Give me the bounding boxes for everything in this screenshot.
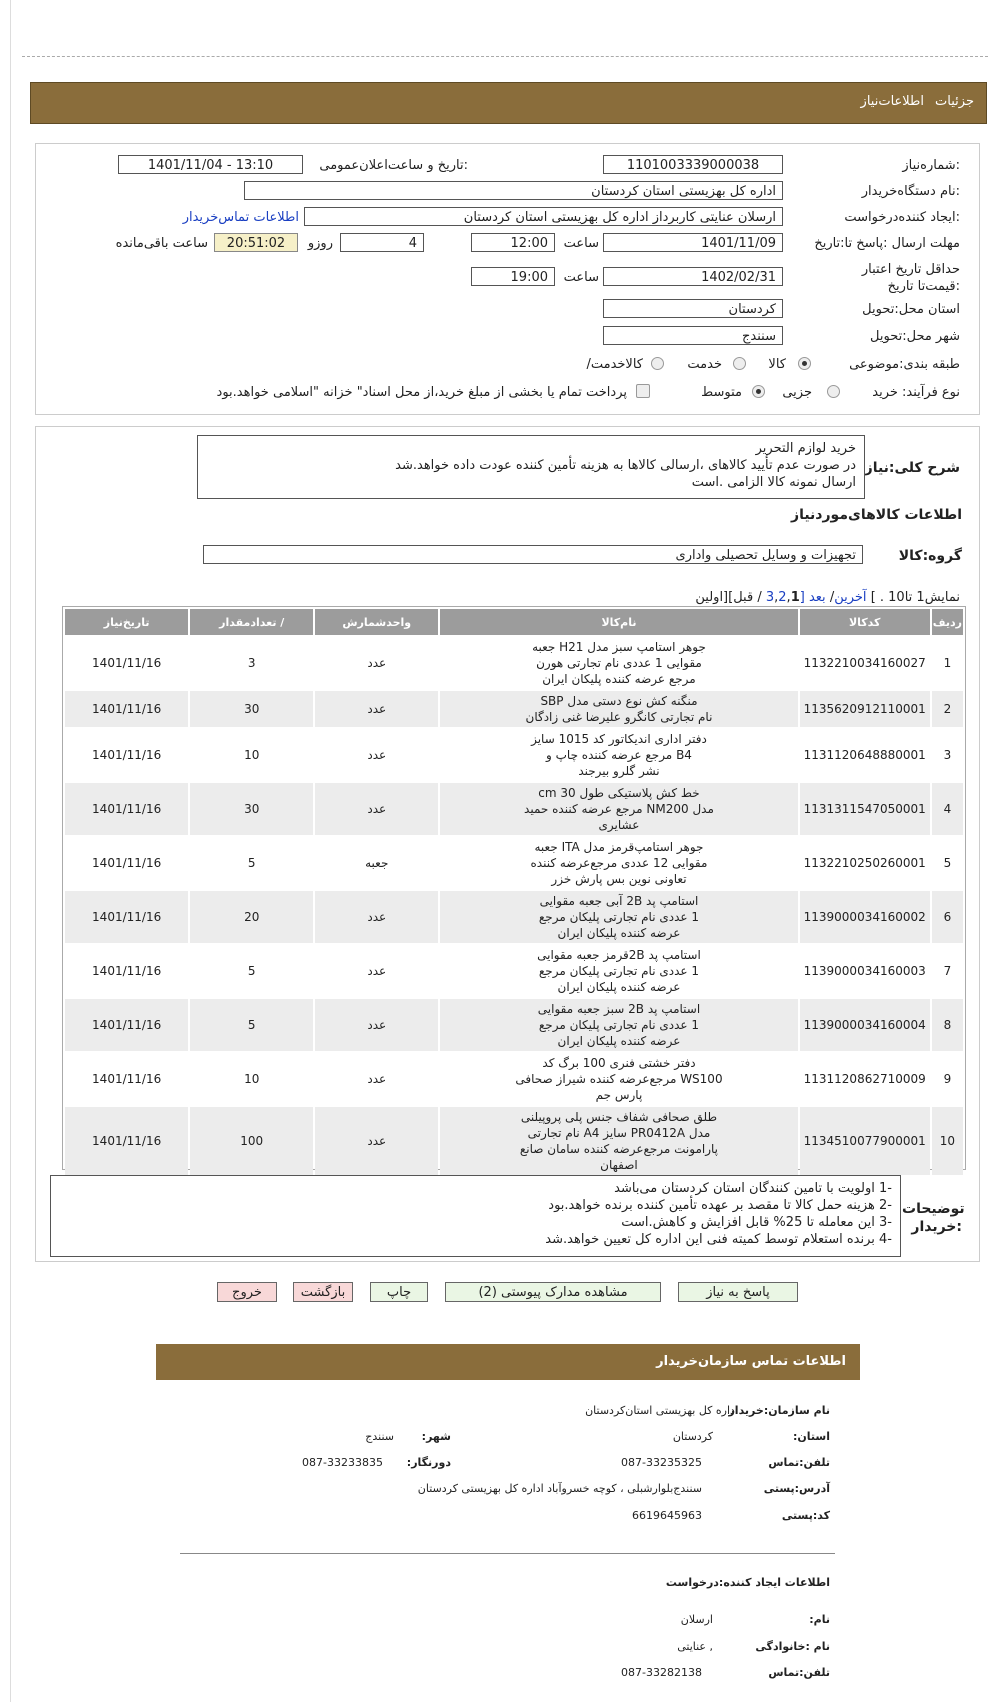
goods-unit: عدد (315, 637, 438, 689)
goods-qty: 10 (190, 729, 313, 781)
goods-qty: 5 (190, 999, 313, 1051)
col-qty: / تعدادمقدار (190, 609, 313, 635)
goods-code: 1139000034160002 (800, 891, 930, 943)
validity-time-field: 19:00 (471, 267, 555, 286)
buyer-notes-label-text: توضیحات :خریدار (902, 1201, 965, 1235)
creator-name: ارسلان (680, 1613, 713, 1626)
pagination-page-3[interactable]: [3 (765, 590, 805, 605)
goods-name-line: جوهر استامپ‌قرمز مدل ITA جعبه (534, 840, 704, 854)
row-number: 6 (932, 891, 963, 943)
goods-qty: 30 (190, 783, 313, 835)
print-button[interactable]: چاپ (370, 1282, 428, 1302)
creator-phone: 087-33282138 (621, 1666, 702, 1679)
buyer-notes-label (902, 1200, 965, 1236)
goods-name (440, 891, 797, 943)
contact-org-label: نام سازمان:خریدار (728, 1404, 830, 1417)
validity-label (860, 261, 960, 295)
goods-unit: عدد (315, 999, 438, 1051)
need-date: 1401/11/16 (65, 1107, 188, 1175)
goods-name-line: خط کش پلاستیکی طول 30 cm (538, 786, 700, 800)
goods-name (440, 729, 797, 781)
goods-qty: 5 (190, 837, 313, 889)
goods-name-line: WS100 مرجع‌عرضه کننده شیراز صحافی (515, 1072, 723, 1086)
goods-name-line: B4 مرجع عرضه کننده چاپ و (546, 748, 692, 762)
contact-divider (180, 1553, 835, 1554)
need-date: 1401/11/16 (65, 945, 188, 997)
row-number: 7 (932, 945, 963, 997)
contact-fax: 087-33233835 (302, 1456, 383, 1469)
table-row (65, 945, 963, 997)
category-goods-service-label: /کالاخدمت (586, 357, 643, 372)
creator-name-label: :نام (809, 1613, 830, 1626)
note-line: -2 هزینه حمل کالا تا مقصد بر عهده تأمین کننده برنده خواهد.بود (548, 1198, 892, 1213)
tab-need-info[interactable]: اطلاعات‌نیاز (860, 94, 924, 109)
col-row: ردیف (932, 609, 963, 635)
goods-table (62, 606, 966, 1170)
goods-unit: عدد (315, 891, 438, 943)
process-label: نوع فرآیند: خرید (872, 385, 960, 400)
goods-code: 1139000034160003 (800, 945, 930, 997)
goods-name (440, 999, 797, 1051)
table-row (65, 783, 963, 835)
goods-name-line: 1 عددی نام تجارتی پلیکان مرجع (538, 910, 700, 924)
table-row (65, 691, 963, 727)
validity-label-text: حداقل تاریخ اعتبار :قیمت‌تا تاریخ (861, 262, 960, 294)
process-partial-radio[interactable] (827, 385, 840, 398)
creator-lastname: عنایتی , (677, 1640, 713, 1653)
goods-section-title: اطلاعات کالاهای‌موردنیاز (791, 507, 962, 523)
table-row (65, 637, 963, 689)
buyer-org-label: نام دستگاه‌خریدار: (861, 184, 960, 199)
goods-name-line: عشایری (598, 818, 640, 832)
goods-name-line: مقوایی 12 عددی مرجع‌عرضه کننده (530, 856, 708, 870)
goods-name (440, 691, 797, 727)
reply-button[interactable]: پاسخ به نیاز (678, 1282, 798, 1302)
contact-phone-label: تلفن:تماس (768, 1456, 830, 1469)
goods-name-line: عرضه کننده پلیکان ایران (557, 1034, 681, 1048)
contact-city-label: :شهر (421, 1430, 451, 1443)
goods-unit: عدد (315, 729, 438, 781)
goods-name-line: پارامونت مرجع‌عرضه کننده سامان صانع (519, 1142, 719, 1156)
buyer-org-field: اداره کل بهزیستی استان کردستان (244, 181, 783, 200)
buyer-notes-box (50, 1175, 901, 1257)
row-number: 8 (932, 999, 963, 1051)
contact-title: اطلاعات تماس سازمان‌خریدار (656, 1354, 846, 1369)
description-box (197, 435, 865, 499)
goods-name-line: استامپ پد 2B آبی جعبه مقوایی (539, 894, 699, 908)
table-row (65, 1053, 963, 1105)
note-line: -4 برنده استعلام توسط کمیته فنی این اداره کل تعیین خواهد.شد (545, 1232, 892, 1247)
goods-name-line: نام تجارتی کانگرو علیرضا غنی زادگان (525, 710, 713, 724)
province-field: کردستان (603, 299, 783, 318)
goods-code: 1131120648880001 (800, 729, 930, 781)
treasury-payment-checkbox[interactable] (636, 384, 650, 398)
contact-org: اداره کل بهزیستی استان‌کردستان (585, 1404, 738, 1417)
contact-postal: 6619645963 (632, 1509, 702, 1522)
goods-code: 1131120862710009 (800, 1053, 930, 1105)
goods-code: 1132210034160027 (800, 637, 930, 689)
goods-code: 1132210250260001 (800, 837, 930, 889)
goods-unit: عدد (315, 945, 438, 997)
note-line: -3 این معامله تا 25% قابل افزایش و کاهش.است (621, 1215, 892, 1230)
goods-name (440, 783, 797, 835)
category-service-label: خدمت (687, 357, 722, 372)
table-row (65, 729, 963, 781)
days-field: 4 (340, 233, 424, 252)
goods-name-line: پارس جم (595, 1088, 643, 1102)
pagination-rest: / قبل][اولین (695, 590, 762, 605)
col-unit: واحدشمارش (315, 609, 438, 635)
contact-fax-label: :دورنگار (406, 1456, 451, 1469)
category-goods-service-radio[interactable] (651, 357, 664, 370)
goods-code: 1134510077900001 (800, 1107, 930, 1175)
goods-qty: 10 (190, 1053, 313, 1105)
pagination-next[interactable]: بعد (808, 590, 826, 605)
goods-name (440, 1107, 797, 1175)
header-tab-bar (30, 82, 987, 124)
creator-phone-label: تلفن:تماس (768, 1666, 830, 1679)
category-label: طبقه بندی:موضوعی (849, 357, 960, 372)
announce-label: تاریخ و ساعت‌اعلان‌عمومی: (319, 158, 468, 173)
goods-name-line: جوهر استامپ سبز مدل H21 جعبه (532, 640, 706, 654)
province-label: استان محل:تحویل (862, 302, 960, 317)
goods-name-line: نشر گلرو بیرجند (578, 764, 660, 778)
goods-name-line: مدل NM200 مرجع عرضه کننده حمید (524, 802, 714, 816)
goods-name-line: 1 عددی نام تجارتی پلیکان مرجع (538, 964, 700, 978)
buyer-contact-link[interactable]: اطلاعات تماس‌خریدار (182, 210, 299, 225)
treasury-payment-text: پرداخت تمام یا بخشی از مبلغ خرید،از محل اسناد" خزانه "اسلامی خواهد.بود (216, 385, 627, 400)
goods-name-line: عرضه کننده پلیکان ایران (557, 926, 681, 940)
row-number: 1 (932, 637, 963, 689)
goods-name (440, 945, 797, 997)
goods-group-field: تجهیزات و وسایل تحصیلی واداری (203, 545, 863, 564)
creator-info-title: اطلاعات ایجاد کننده:درخواست (665, 1576, 830, 1589)
category-goods-label: کالا (768, 357, 786, 372)
contact-header (156, 1344, 860, 1380)
goods-qty: 3 (190, 637, 313, 689)
row-number: 9 (932, 1053, 963, 1105)
description-line: خرید لوازم التحریر (755, 441, 856, 456)
table-row (65, 837, 963, 889)
goods-name-line: طلق صحافی شفاف جنس پلی پروپیلنی (520, 1110, 718, 1124)
goods-name-line: مدل PR0412A سایز A4 نام تجارتی (527, 1126, 711, 1140)
goods-name-line: عرضه کننده پلیکان ایران (557, 980, 681, 994)
remaining-time-field: 20:51:02 (214, 233, 298, 252)
goods-qty: 30 (190, 691, 313, 727)
process-medium-radio[interactable] (752, 385, 765, 398)
note-line: -1 اولویت با تامین کنندگان استان کردستان می‌باشد (614, 1181, 892, 1196)
pagination-prefix: نمایش1 تا10 . ] (870, 590, 960, 605)
exit-button[interactable]: خروج (217, 1282, 277, 1302)
goods-unit: عدد (315, 1107, 438, 1175)
city-label: شهر محل:تحویل (870, 329, 960, 344)
contact-address: سنندج‌بلوارشبلی ، کوچه خسروآباد اداره کل بهزیستی کردستان (417, 1482, 702, 1495)
row-number: 10 (932, 1107, 963, 1175)
goods-name-line: استامپ پد 2B سبز جعبه مقوایی (537, 1002, 701, 1016)
goods-qty: 20 (190, 891, 313, 943)
deadline-date-field: 1401/11/09 (603, 233, 783, 252)
validity-date-field: 1402/02/31 (603, 267, 783, 286)
page-left-border (10, 0, 11, 1702)
contact-province-label: :استان (792, 1430, 830, 1443)
category-goods-radio[interactable] (798, 357, 811, 370)
validity-time-label: ساعت (563, 270, 599, 285)
contact-postal-label: کد:پستی (781, 1509, 830, 1522)
col-code: کدکالا (800, 609, 930, 635)
need-date: 1401/11/16 (65, 891, 188, 943)
view-attachments-button[interactable]: مشاهده مدارک پیوستی (2) (445, 1282, 661, 1302)
goods-code: 1135620912110001 (800, 691, 930, 727)
need-number-label: شماره‌نیاز: (902, 158, 960, 173)
description-label: شرح کلی:نیاز (864, 460, 960, 476)
goods-name-line: دفتر اداری اندیکاتور کد 1015 سایز (531, 732, 707, 746)
goods-name (440, 637, 797, 689)
pagination: نمایش1 تا10 . ] آخرین/ بعد [3,2,1 / قبل][اولین (695, 590, 960, 605)
row-number: 5 (932, 837, 963, 889)
process-partial-label: جزیی (782, 385, 812, 400)
category-service-radio[interactable] (733, 357, 746, 370)
goods-name-line: منگنه کش نوع دستی مدل SBP (540, 694, 698, 708)
table-row (65, 891, 963, 943)
need-number-field: 1101003339000038 (603, 155, 783, 174)
goods-name (440, 837, 797, 889)
goods-qty: 100 (190, 1107, 313, 1175)
need-date: 1401/11/16 (65, 637, 188, 689)
back-button[interactable]: بازگشت (293, 1282, 353, 1302)
creator-field: ارسلان عنایتی کاربرداز اداره کل بهزیستی استان کردستان (304, 207, 783, 226)
goods-name-line: مرجع عرضه کننده پلیکان ایران (542, 672, 696, 686)
goods-name-line: مقوایی 1 عددی نام تجارتی هورن (536, 656, 702, 670)
row-number: 4 (932, 783, 963, 835)
table-row (65, 999, 963, 1051)
contact-address-label: آدرس:پستی (763, 1482, 830, 1495)
col-date: تاریخ‌نیاز (65, 609, 188, 635)
goods-code: 1139000034160004 (800, 999, 930, 1051)
need-date: 1401/11/16 (65, 691, 188, 727)
pagination-sep: / (829, 590, 835, 605)
city-field: سنندج (603, 326, 783, 345)
deadline-time-field: 12:00 (471, 233, 555, 252)
tab-details[interactable]: جزئیات (935, 94, 974, 109)
days-label: روزو (307, 236, 333, 251)
goods-name-line: اصفهان (600, 1158, 638, 1172)
deadline-time-label: ساعت (563, 236, 599, 251)
row-number: 3 (932, 729, 963, 781)
goods-unit: عدد (315, 691, 438, 727)
goods-name (440, 1053, 797, 1105)
contact-province: کردستان (672, 1430, 713, 1443)
need-date: 1401/11/16 (65, 999, 188, 1051)
pagination-page-1: 1 (790, 590, 800, 605)
table-row (65, 1107, 963, 1175)
goods-name-line: استامپ پد 2Bقرمز جعبه مقوایی (537, 948, 701, 962)
goods-unit: جعبه (315, 837, 438, 889)
goods-code: 1131311547050001 (800, 783, 930, 835)
row-number: 2 (932, 691, 963, 727)
need-date: 1401/11/16 (65, 1053, 188, 1105)
description-line: در صورت عدم تأیید کالاهای ،ارسالی کالاها به هزینه تأمین کننده عودت داده خواهد.شد (395, 458, 856, 473)
col-name: نام‌کالا (440, 609, 797, 635)
goods-unit: عدد (315, 783, 438, 835)
process-medium-label: متوسط (701, 385, 742, 400)
contact-phone: 087-33235325 (621, 1456, 702, 1469)
goods-name-line: 1 عددی نام تجارتی پلیکان مرجع (538, 1018, 700, 1032)
goods-name-line: دفتر خشتی فنری 100 برگ کد (542, 1056, 696, 1070)
goods-unit: عدد (315, 1053, 438, 1105)
description-line: ارسال نمونه کالا الزامی .است (691, 475, 856, 490)
pagination-page-2[interactable]: 2 (778, 590, 787, 605)
contact-city: سنندج (365, 1430, 394, 1443)
top-divider (22, 56, 988, 57)
need-date: 1401/11/16 (65, 729, 188, 781)
goods-group-label: گروه:کالا (898, 548, 962, 564)
pagination-last[interactable]: آخرین (834, 590, 867, 605)
need-date: 1401/11/16 (65, 783, 188, 835)
creator-lastname-label: نام :خانوادگی (755, 1640, 830, 1653)
goods-qty: 5 (190, 945, 313, 997)
goods-name-line: تعاونی نوین بس پارش خزر (551, 872, 687, 886)
announce-field: 1401/11/04 - 13:10 (118, 155, 303, 174)
deadline-label: مهلت ارسال :پاسخ تا:تاریخ (814, 236, 960, 251)
need-date: 1401/11/16 (65, 837, 188, 889)
creator-label: ایجاد کننده‌درخواست: (844, 210, 960, 225)
remaining-time-label: ساعت باقی‌مانده (115, 236, 208, 251)
